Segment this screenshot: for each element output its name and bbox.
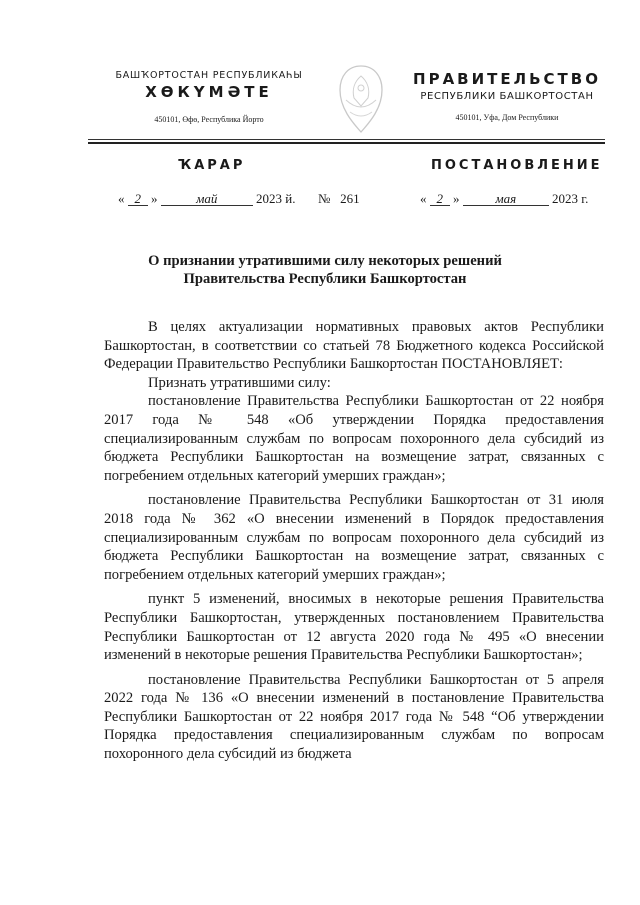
header-left-republic: БАШҠОРТОСТАН РЕСПУБЛИКАҺЫ bbox=[115, 70, 303, 81]
document-title bbox=[90, 252, 560, 288]
quote-close: » bbox=[453, 191, 460, 206]
header-divider-thick bbox=[88, 142, 605, 144]
header-right-republic: РЕСПУБЛИКИ БАШКОРТОСТАН bbox=[420, 91, 594, 102]
date-bashkir bbox=[118, 191, 295, 207]
header-left-government: ХӨКҮМӘТЕ bbox=[145, 83, 273, 101]
number-sign: № bbox=[318, 191, 331, 206]
body-paragraph: В целях актуализации нормативных правовых актов Республики Башкортостан, в соответствии со статьей 78 Бюджетного кодекса Российской Федерации Правительство Республики Башкортостан ПОСТАНОВЛЯЕТ: bbox=[104, 319, 604, 373]
header-left-address: 450101, Өфө, Республика Йорто bbox=[154, 115, 264, 124]
quote-open: « bbox=[118, 191, 125, 206]
header-right-government: ПРАВИТЕЛЬСТВО bbox=[413, 70, 601, 88]
body-paragraph: Признать утратившими силу: bbox=[148, 374, 331, 391]
body-paragraph: постановление Правительства Республики Башкортостан от 22 ноября 2017 года № 548 «Об утверждении Порядка предоставления специализированным службам по вопросам похоронного дела субсидий из бюджета Республики Башкортостан на возмещение затрат, связанных с погребением отдельных категорий умерших граждан»; bbox=[104, 393, 604, 484]
coat-of-arms-emblem bbox=[326, 60, 396, 138]
act-type-bashkir: ҠАРАР bbox=[178, 158, 246, 173]
date-day: 2 bbox=[128, 192, 148, 206]
date-russian bbox=[420, 191, 588, 207]
header-right-address: 450101, Уфа, Дом Республики bbox=[455, 113, 559, 122]
body-paragraph: постановление Правительства Республики Башкортостан от 31 июля 2018 года № 362 «О внесении изменений в Порядок предоставления специализированным службам по вопросам похоронного дела субсидий из бюджета Республики Башкортостан на возмещение затрат, связанных с погребением отдельных категорий умерших граждан»; bbox=[104, 492, 604, 583]
date-month: май bbox=[161, 192, 253, 206]
header-divider-thin bbox=[88, 139, 605, 140]
quote-close: » bbox=[151, 191, 158, 206]
header-right bbox=[398, 70, 616, 122]
act-number bbox=[318, 191, 360, 207]
act-type-russian: ПОСТАНОВЛЕНИЕ bbox=[431, 158, 603, 173]
body-paragraph: пункт 5 изменений, вносимых в некоторые решения Правительства Республики Башкортостан, утвержденных постановлением Правительства Республики Башкортостан от 12 августа 2020 года № 495 «О внесении изменений в некоторые решения Правительства Республики Башкортостан»; bbox=[104, 591, 604, 664]
date-year: 2023 г. bbox=[552, 191, 589, 206]
document-body bbox=[104, 318, 604, 764]
title-line: О признании утратившими силу некоторых решений bbox=[148, 253, 502, 269]
date-year: 2023 й. bbox=[256, 191, 296, 206]
date-day: 2 bbox=[430, 192, 450, 206]
number-value: 261 bbox=[340, 191, 360, 206]
date-month: мая bbox=[463, 192, 549, 206]
header-left bbox=[95, 70, 323, 124]
quote-open: « bbox=[420, 191, 427, 206]
title-line: Правительства Республики Башкортостан bbox=[183, 271, 467, 287]
body-paragraph: постановление Правительства Республики Башкортостан от 5 апреля 2022 года № 136 «О внесении изменений в постановление Правительства Республики Башкортостан от 22 ноября 2017 года № 548 “Об утверждении Порядка предоставления специализированным службам по вопросам похоронного дела субсидий из бюджета bbox=[104, 671, 604, 763]
